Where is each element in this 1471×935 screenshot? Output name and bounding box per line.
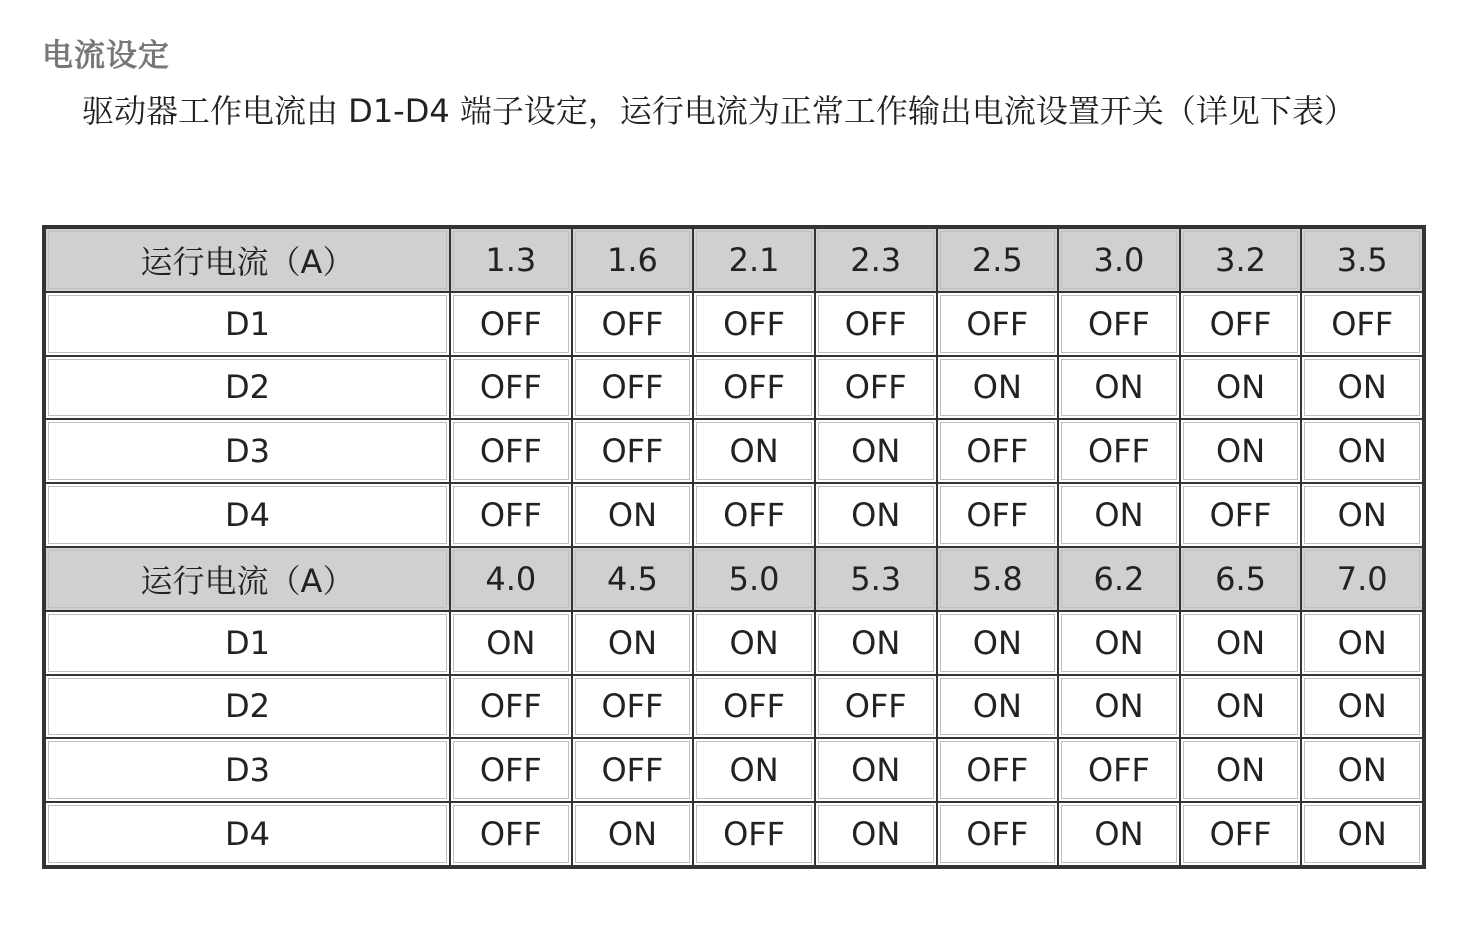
current-value: 3.5 (1301, 228, 1423, 292)
switch-state: OFF (572, 419, 694, 483)
switch-state: ON (815, 611, 937, 675)
switch-state: ON (815, 738, 937, 802)
switch-row (45, 419, 1423, 483)
switch-state: OFF (572, 292, 694, 356)
switch-state: OFF (937, 292, 1059, 356)
switch-label: D3 (45, 419, 450, 483)
switch-state: ON (1301, 675, 1423, 739)
switch-state: OFF (450, 356, 572, 420)
switch-state: ON (693, 419, 815, 483)
current-value: 2.1 (693, 228, 815, 292)
section-heading: 电流设定 (42, 38, 170, 74)
current-header-label: 运行电流（A） (45, 228, 450, 292)
switch-state: OFF (693, 292, 815, 356)
current-header-row (45, 547, 1423, 611)
current-value: 5.8 (937, 547, 1059, 611)
switch-state: ON (693, 611, 815, 675)
current-value: 6.2 (1058, 547, 1180, 611)
switch-state: ON (1058, 675, 1180, 739)
switch-label: D4 (45, 483, 450, 547)
switch-state: ON (1058, 356, 1180, 420)
switch-state: ON (1180, 419, 1302, 483)
switch-state: ON (693, 738, 815, 802)
switch-state: ON (1058, 611, 1180, 675)
switch-row (45, 292, 1423, 356)
intro-paragraph: 驱动器工作电流由 D1-D4 端子设定，运行电流为正常工作输出电流设置开关（详见下表） (82, 92, 1356, 130)
switch-state: OFF (450, 802, 572, 866)
switch-state: OFF (450, 738, 572, 802)
switch-state: OFF (1058, 292, 1180, 356)
switch-label: D1 (45, 292, 450, 356)
switch-state: ON (1301, 356, 1423, 420)
switch-state: OFF (1180, 292, 1302, 356)
switch-state: ON (815, 483, 937, 547)
current-value: 3.2 (1180, 228, 1302, 292)
current-header-row (45, 228, 1423, 292)
switch-state: OFF (937, 483, 1059, 547)
switch-label: D2 (45, 675, 450, 739)
switch-state: ON (572, 483, 694, 547)
switch-state: ON (937, 611, 1059, 675)
switch-state: OFF (815, 675, 937, 739)
switch-state: ON (937, 356, 1059, 420)
switch-state: OFF (1301, 292, 1423, 356)
switch-state: ON (1301, 483, 1423, 547)
switch-state: ON (1180, 738, 1302, 802)
switch-state: ON (815, 419, 937, 483)
current-value: 1.3 (450, 228, 572, 292)
switch-state: ON (450, 611, 572, 675)
switch-label: D2 (45, 356, 450, 420)
current-value: 3.0 (1058, 228, 1180, 292)
switch-state: OFF (693, 483, 815, 547)
switch-state: ON (1301, 611, 1423, 675)
switch-state: ON (1301, 738, 1423, 802)
switch-state: OFF (450, 675, 572, 739)
switch-state: OFF (1058, 738, 1180, 802)
switch-row (45, 802, 1423, 866)
switch-state: ON (937, 675, 1059, 739)
switch-row (45, 611, 1423, 675)
switch-state: OFF (1058, 419, 1180, 483)
switch-state: OFF (572, 356, 694, 420)
switch-state: OFF (937, 419, 1059, 483)
switch-state: OFF (693, 356, 815, 420)
current-value: 1.6 (572, 228, 694, 292)
switch-state: OFF (1180, 483, 1302, 547)
switch-state: OFF (815, 356, 937, 420)
switch-state: OFF (1180, 802, 1302, 866)
switch-row (45, 483, 1423, 547)
current-setting-table (42, 225, 1426, 869)
switch-state: OFF (450, 483, 572, 547)
switch-state: ON (572, 802, 694, 866)
current-value: 4.5 (572, 547, 694, 611)
current-value: 5.0 (693, 547, 815, 611)
switch-state: OFF (450, 419, 572, 483)
switch-label: D3 (45, 738, 450, 802)
switch-state: ON (1180, 356, 1302, 420)
switch-state: OFF (937, 738, 1059, 802)
current-value: 5.3 (815, 547, 937, 611)
switch-state: ON (815, 802, 937, 866)
switch-row (45, 356, 1423, 420)
switch-state: OFF (450, 292, 572, 356)
current-value: 6.5 (1180, 547, 1302, 611)
switch-state: OFF (815, 292, 937, 356)
switch-state: OFF (572, 675, 694, 739)
switch-state: ON (1058, 802, 1180, 866)
current-value: 7.0 (1301, 547, 1423, 611)
current-value: 4.0 (450, 547, 572, 611)
switch-state: OFF (693, 675, 815, 739)
switch-row (45, 738, 1423, 802)
current-header-label: 运行电流（A） (45, 547, 450, 611)
current-value: 2.5 (937, 228, 1059, 292)
switch-state: OFF (937, 802, 1059, 866)
switch-label: D4 (45, 802, 450, 866)
switch-state: OFF (693, 802, 815, 866)
switch-label: D1 (45, 611, 450, 675)
switch-state: ON (1180, 675, 1302, 739)
switch-state: ON (1301, 802, 1423, 866)
switch-state: ON (1301, 419, 1423, 483)
switch-state: ON (1058, 483, 1180, 547)
switch-state: ON (1180, 611, 1302, 675)
switch-row (45, 675, 1423, 739)
switch-state: ON (572, 611, 694, 675)
switch-state: OFF (572, 738, 694, 802)
current-value: 2.3 (815, 228, 937, 292)
